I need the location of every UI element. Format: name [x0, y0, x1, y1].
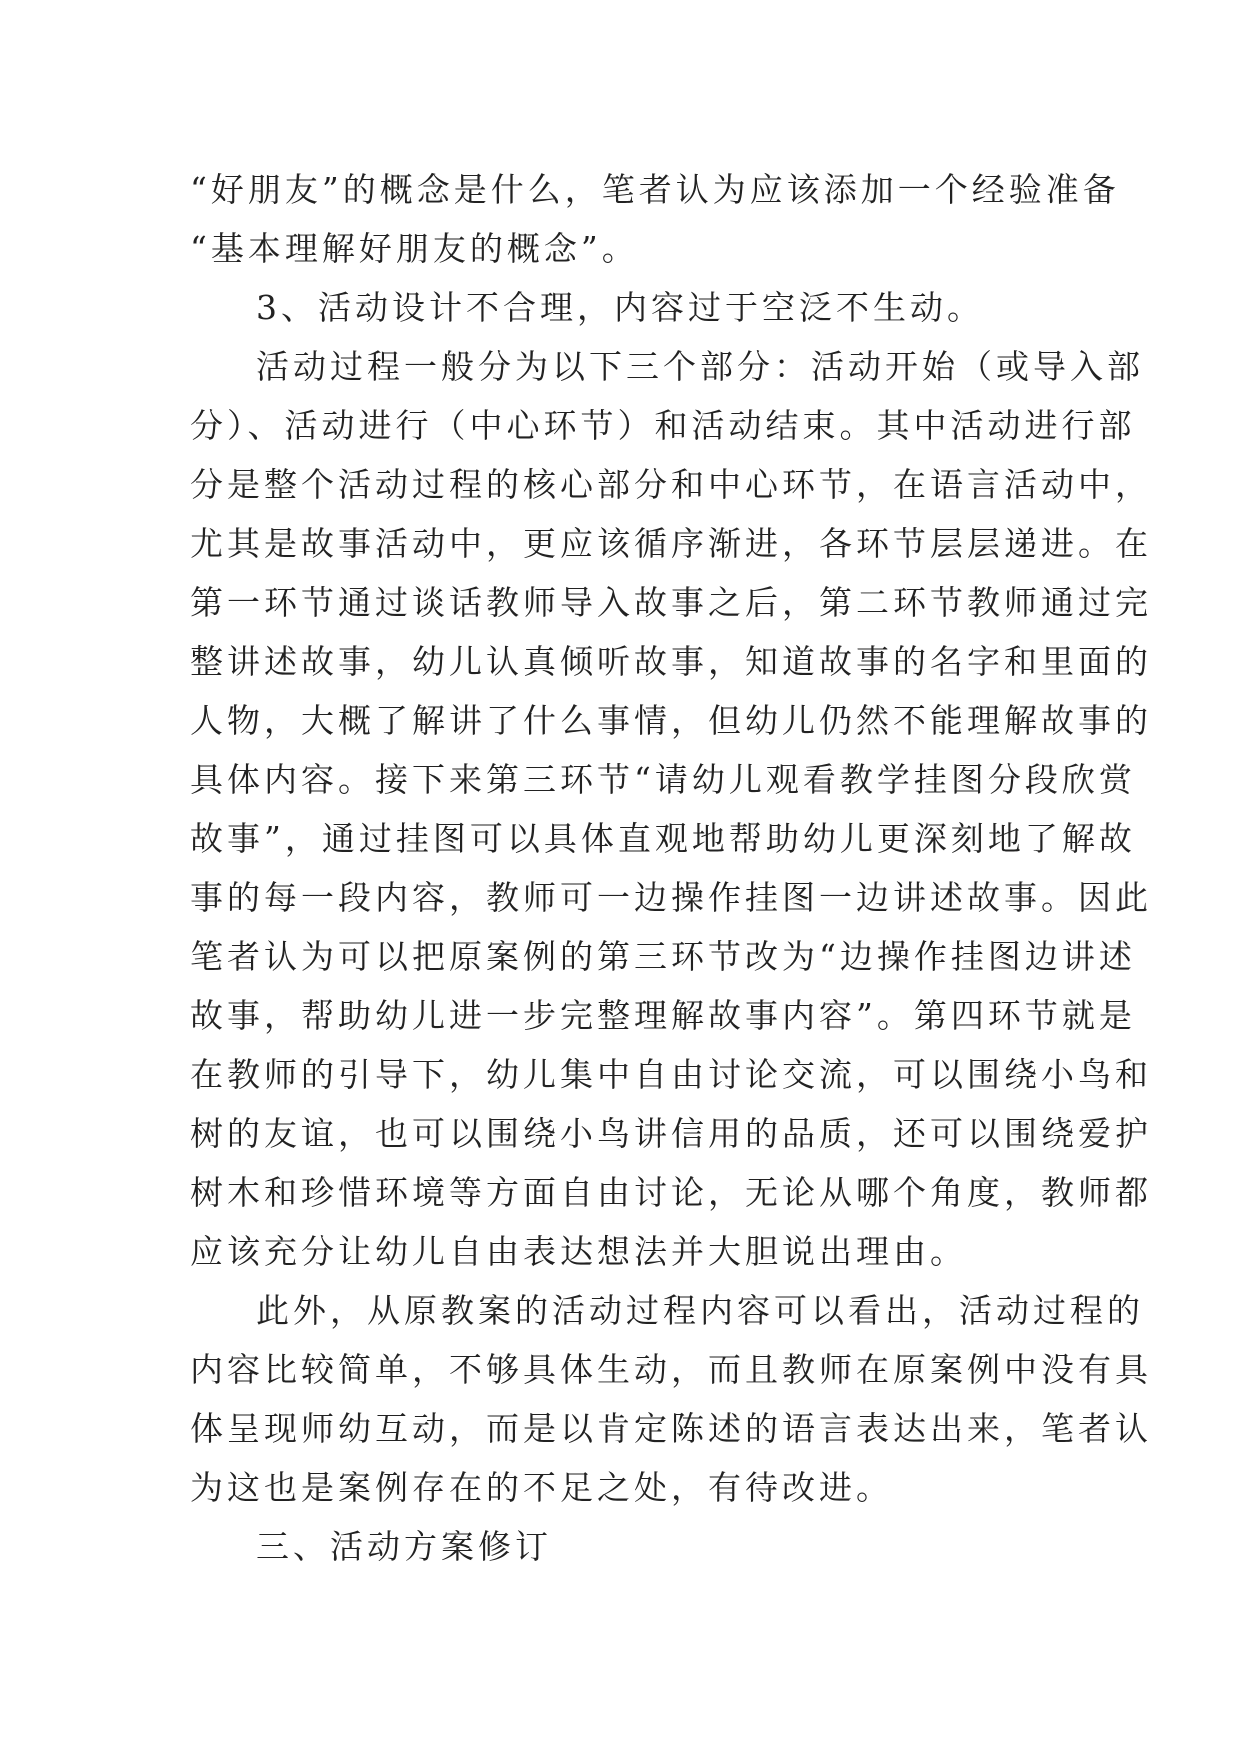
text-line: 故事”，通过挂图可以具体直观地帮助幼儿更深刻地了解故 [190, 819, 1136, 858]
text-line: 尤其是故事活动中，更应该循序渐进，各环节层层递进。在 [190, 524, 1152, 563]
text-line: 分是整个活动过程的核心部分和中心环节，在语言活动中， [190, 465, 1152, 504]
text-line: 内容比较简单，不够具体生动，而且教师在原案例中没有具 [190, 1350, 1152, 1389]
section-heading-plan-revision [190, 1517, 1050, 1576]
paragraph-experience-preparation [190, 160, 1120, 278]
subheading-text: 3、活动设计不合理，内容过于空泛不生动。 [256, 288, 984, 327]
text-line: 活动过程一般分为以下三个部分：活动开始（或导入部 [256, 347, 1144, 386]
text-line: “基本理解好朋友的概念”。 [190, 229, 639, 268]
text-line: 分）、活动进行（中心环节）和活动结束。其中活动进行部 [190, 406, 1136, 445]
text-line: 为这也是案例存在的不足之处，有待改进。 [190, 1468, 893, 1507]
text-line: “好朋友”的概念是什么，笔者认为应该添加一个经验准备 [190, 170, 1120, 209]
paragraph-additional-remarks [190, 1281, 1152, 1517]
text-line: 树木和珍惜环境等方面自由讨论，无论从哪个角度，教师都 [190, 1173, 1152, 1212]
text-line: 事的每一段内容，教师可一边操作挂图一边讲述故事。因此 [190, 878, 1152, 917]
paragraph-subheading-activity-design [190, 278, 1050, 337]
text-line: 树的友谊，也可以围绕小鸟讲信用的品质，还可以围绕爱护 [190, 1114, 1152, 1153]
text-line: 故事，帮助幼儿进一步完整理解故事内容”。第四环节就是 [190, 996, 1136, 1035]
text-line: 具体内容。接下来第三环节“请幼儿观看教学挂图分段欣赏 [190, 760, 1136, 799]
text-line: 人物，大概了解讲了什么事情，但幼儿仍然不能理解故事的 [190, 701, 1152, 740]
text-line: 笔者认为可以把原案例的第三环节改为“边操作挂图边讲述 [190, 937, 1136, 976]
document-body [190, 160, 1152, 1576]
text-line: 应该充分让幼儿自由表达想法并大胆说出理由。 [190, 1232, 967, 1271]
text-line: 在教师的引导下，幼儿集中自由讨论交流，可以围绕小鸟和 [190, 1055, 1152, 1094]
section-heading-text: 三、活动方案修订 [256, 1527, 552, 1566]
text-line: 此外，从原教案的活动过程内容可以看出，活动过程的 [256, 1291, 1144, 1330]
text-line: 整讲述故事，幼儿认真倾听故事，知道故事的名字和里面的 [190, 642, 1152, 681]
text-line: 第一环节通过谈话教师导入故事之后，第二环节教师通过完 [190, 583, 1152, 622]
text-line: 体呈现师幼互动，而是以肯定陈述的语言表达出来，笔者认 [190, 1409, 1152, 1448]
paragraph-activity-process [190, 337, 1152, 1281]
